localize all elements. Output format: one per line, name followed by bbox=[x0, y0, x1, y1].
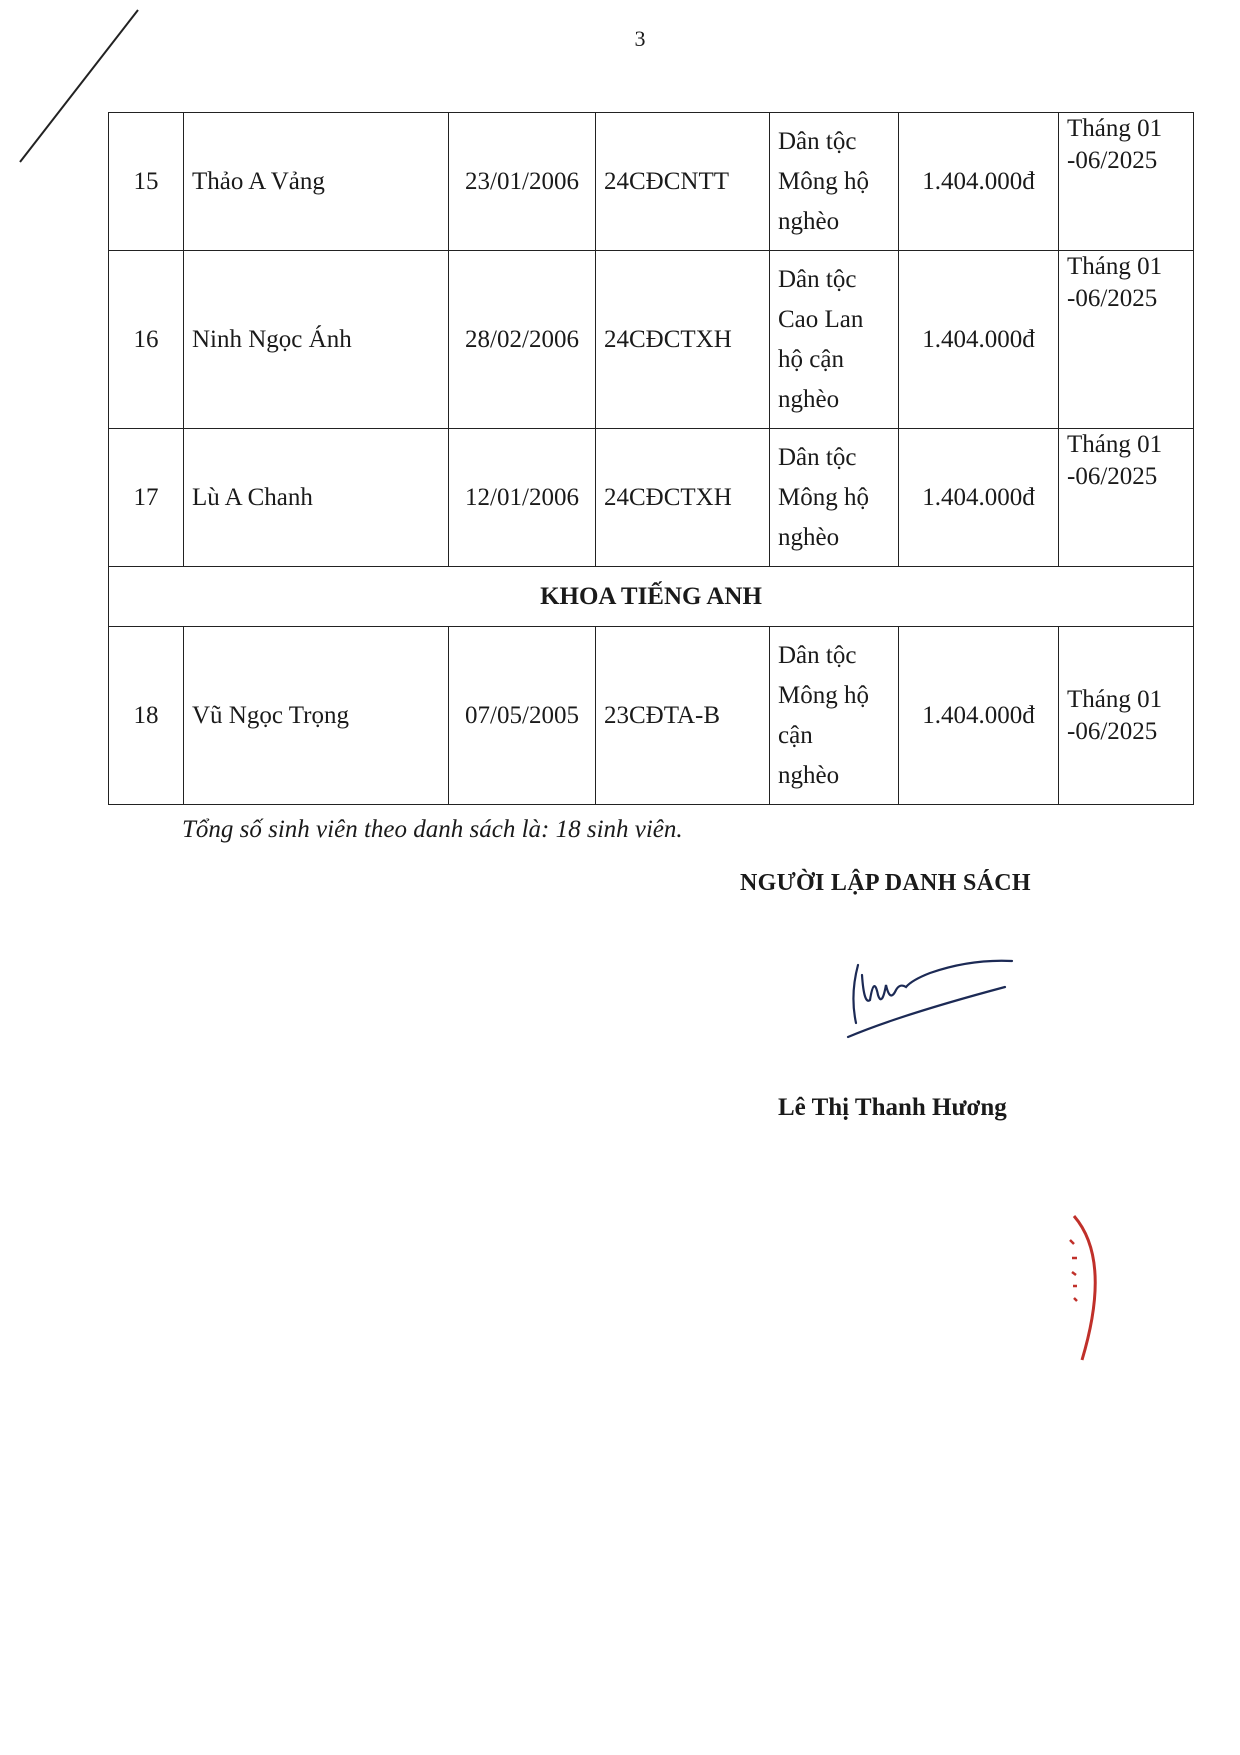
object-line: Dân tộc bbox=[778, 641, 857, 669]
section-title: KHOA TIẾNG ANH bbox=[109, 567, 1194, 627]
period-cell bbox=[1059, 429, 1194, 567]
table-row bbox=[109, 627, 1194, 805]
period-line: Tháng 01 bbox=[1067, 685, 1163, 713]
handwritten-signature bbox=[840, 945, 1020, 1040]
dob-cell: 23/01/2006 bbox=[449, 113, 596, 251]
stt-cell: 16 bbox=[109, 251, 184, 429]
object-line: nghèo bbox=[778, 385, 840, 413]
object-line: cận bbox=[778, 721, 813, 749]
total-students-note: Tổng số sinh viên theo danh sách là: 18 sinh viên. bbox=[182, 816, 683, 843]
object-cell bbox=[770, 251, 899, 429]
object-cell bbox=[770, 429, 899, 567]
student-list-table bbox=[108, 112, 1194, 805]
period-line: Tháng 01 bbox=[1067, 115, 1163, 142]
class-cell: 23CĐTA-B bbox=[596, 627, 770, 805]
period-line: -06/2025 bbox=[1067, 285, 1158, 312]
period-line: -06/2025 bbox=[1067, 147, 1158, 174]
name-cell: Vũ Ngọc Trọng bbox=[184, 627, 449, 805]
amount-cell: 1.404.000đ bbox=[899, 627, 1059, 805]
red-stamp-fragment-icon bbox=[1060, 1210, 1120, 1370]
table-row bbox=[109, 251, 1194, 429]
stt-cell: 17 bbox=[109, 429, 184, 567]
page-number: 3 bbox=[634, 26, 646, 51]
period-line: -06/2025 bbox=[1067, 717, 1158, 745]
name-cell: Ninh Ngọc Ánh bbox=[184, 251, 449, 429]
stt-cell: 18 bbox=[109, 627, 184, 805]
amount-cell: 1.404.000đ bbox=[899, 429, 1059, 567]
dob-cell: 07/05/2005 bbox=[449, 627, 596, 805]
object-line: nghèo bbox=[778, 523, 840, 551]
object-line: Dân tộc bbox=[778, 265, 857, 293]
table-row bbox=[109, 113, 1194, 251]
object-cell bbox=[770, 113, 899, 251]
table-row bbox=[109, 429, 1194, 567]
object-line: nghèo bbox=[778, 207, 840, 235]
period-cell bbox=[1059, 251, 1194, 429]
object-line: Mông hộ bbox=[778, 483, 869, 511]
amount-cell: 1.404.000đ bbox=[899, 251, 1059, 429]
object-line: Mông hộ bbox=[778, 681, 869, 709]
signer-name: Lê Thị Thanh Hương bbox=[778, 1094, 1007, 1121]
object-line: nghèo bbox=[778, 761, 840, 789]
class-cell: 24CĐCNTT bbox=[596, 113, 770, 251]
object-line: hộ cận bbox=[778, 345, 844, 373]
period-line: -06/2025 bbox=[1067, 463, 1158, 490]
class-cell: 24CĐCTXH bbox=[596, 429, 770, 567]
period-cell bbox=[1059, 627, 1194, 805]
amount-cell: 1.404.000đ bbox=[899, 113, 1059, 251]
object-line: Mông hộ bbox=[778, 167, 869, 195]
dob-cell: 12/01/2006 bbox=[449, 429, 596, 567]
class-cell: 24CĐCTXH bbox=[596, 251, 770, 429]
dob-cell: 28/02/2006 bbox=[449, 251, 596, 429]
stt-cell: 15 bbox=[109, 113, 184, 251]
object-cell bbox=[770, 627, 899, 805]
period-line: Tháng 01 bbox=[1067, 253, 1163, 280]
object-line: Dân tộc bbox=[778, 443, 857, 471]
section-header-row bbox=[109, 567, 1194, 627]
name-cell: Lù A Chanh bbox=[184, 429, 449, 567]
name-cell: Thảo A Vảng bbox=[184, 113, 449, 251]
signer-title: NGƯỜI LẬP DANH SÁCH bbox=[740, 870, 1031, 896]
period-cell bbox=[1059, 113, 1194, 251]
object-line: Dân tộc bbox=[778, 127, 857, 155]
object-line: Cao Lan bbox=[778, 305, 864, 333]
period-line: Tháng 01 bbox=[1067, 431, 1163, 458]
